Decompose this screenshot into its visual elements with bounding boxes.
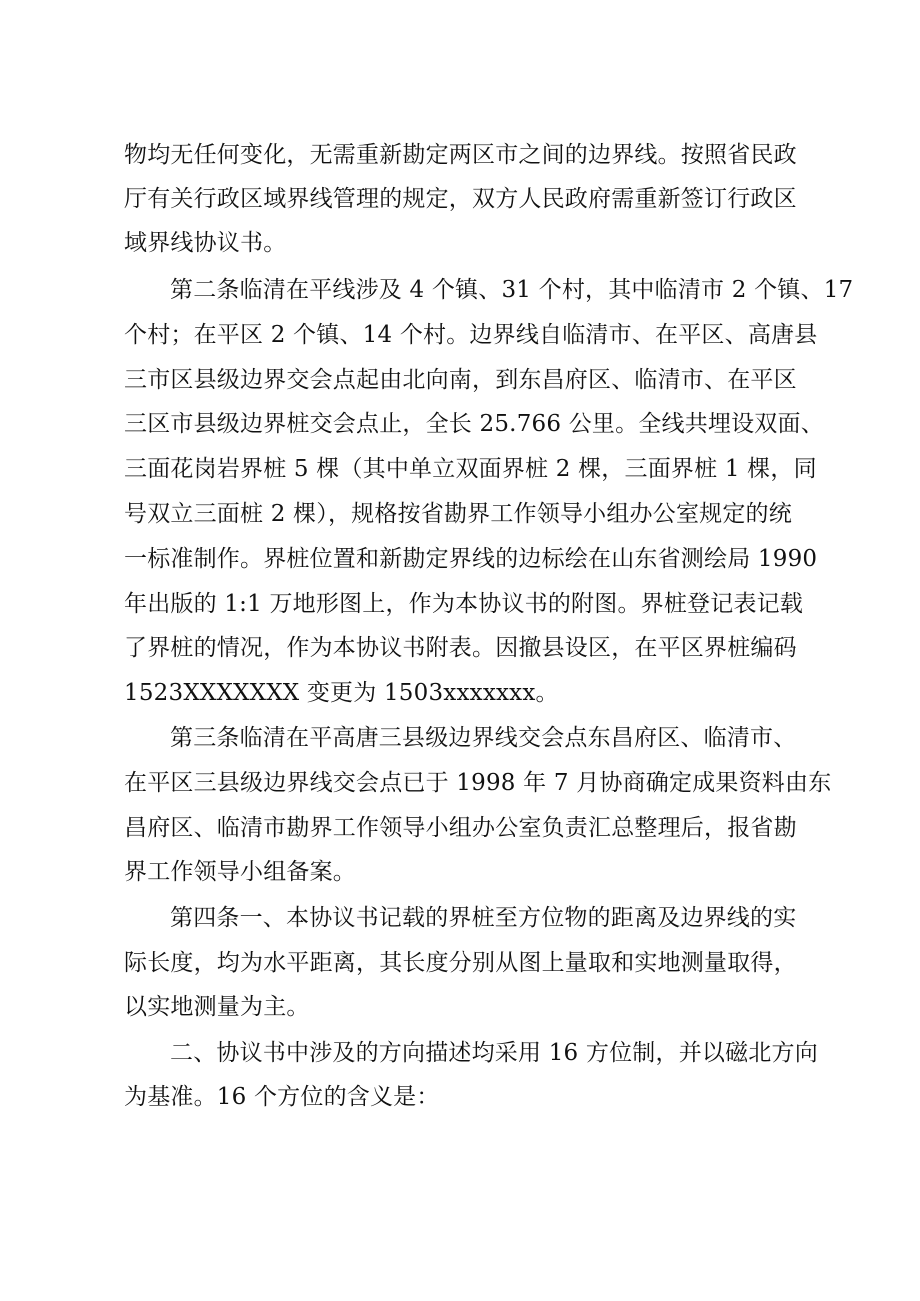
article-2-line-1: 第二条临清在平线涉及 4 个镇、31 个村，其中临清市 2 个镇、17 bbox=[170, 277, 854, 303]
article-2-line-3: 三市区县级边界交会点起由北向南，到东昌府区、临清市、在平区 bbox=[124, 367, 797, 393]
article-3-line-4: 界工作领导小组备案。 bbox=[124, 859, 356, 885]
article-2-line-10: 1523XXXXXXX 变更为 1503xxxxxxx。 bbox=[124, 680, 559, 706]
article-3-line-3: 昌府区、临清市勘界工作领导小组办公室负责汇总整理后，报省勘 bbox=[124, 815, 797, 841]
article-2-line-4: 三区市县级边界桩交会点止，全长 25.766 公里。全线共埋设双面、 bbox=[124, 411, 824, 437]
paragraph-1-line-1: 物均无任何变化，无需重新勘定两区市之间的边界线。按照省民政 bbox=[124, 142, 797, 168]
article-2-line-5: 三面花岗岩界桩 5 棵（其中单立双面界桩 2 棵，三面界桩 1 棵，同 bbox=[124, 456, 817, 482]
article-2-line-8: 年出版的 1:1 万地形图上，作为本协议书的附图。界桩登记表记载 bbox=[124, 591, 804, 617]
paragraph-1-line-3: 域界线协议书。 bbox=[124, 230, 287, 256]
article-4-line-2: 际长度，均为水平距离，其长度分别从图上量取和实地测量取得， bbox=[124, 950, 797, 976]
article-3-line-1: 第三条临清在平高唐三县级边界线交会点东昌府区、临清市、 bbox=[170, 725, 797, 751]
article-3-line-2: 在平区三县级边界线交会点已于 1998 年 7 月协商确定成果资料由东 bbox=[124, 770, 832, 796]
article-4-line-3: 以实地测量为主。 bbox=[124, 994, 310, 1020]
article-4-item-2-line-1: 二、协议书中涉及的方向描述均采用 16 方位制，并以磁北方向 bbox=[170, 1040, 818, 1066]
paragraph-1-line-2: 厅有关行政区域界线管理的规定，双方人民政府需重新签订行政区 bbox=[124, 186, 797, 212]
article-4-line-1: 第四条一、本协议书记载的界桩至方位物的距离及边界线的实 bbox=[170, 905, 797, 931]
article-2-line-2: 个村；在平区 2 个镇、14 个村。边界线自临清市、在平区、高唐县 bbox=[124, 322, 818, 348]
article-2-line-9: 了界桩的情况，作为本协议书附表。因撤县设区，在平区界桩编码 bbox=[124, 635, 797, 661]
article-2-line-7: 一标准制作。界桩位置和新勘定界线的边标绘在山东省测绘局 1990 bbox=[124, 546, 818, 572]
article-2-line-6: 号双立三面桩 2 棵），规格按省勘界工作领导小组办公室规定的统 bbox=[124, 501, 792, 527]
article-4-item-2-line-2: 为基准。16 个方位的含义是： bbox=[124, 1084, 440, 1110]
